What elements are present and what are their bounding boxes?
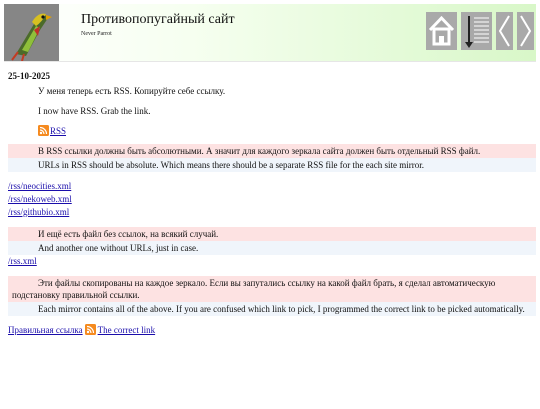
note3-en: Each mirror contains all of the above. If you are confused which link to pick, I programmed the correct link to be picked automatically. [8,302,536,316]
correct-link-en[interactable]: The correct link [97,324,156,335]
intro-ru: У меня теперь есть RSS. Копируйте себе ссылку. [38,86,226,96]
site-title: Противопопугайный сайт [81,12,235,27]
home-icon[interactable] [426,12,457,50]
feed-link-nekoweb[interactable]: /rss/nekoweb.xml [8,194,72,204]
plain-feed-link[interactable]: /rss.xml [8,256,37,266]
parrot-logo[interactable] [4,4,59,61]
note1-ru: В RSS ссылки должны быть абсолютными. А значит для каждого зеркала сайта должен быть отдельный RSS файл. [8,144,536,158]
post-content [0,71,540,335]
rss-link-row [38,125,532,136]
feed-link-neocities[interactable]: /rss/neocities.xml [8,181,72,191]
nav-bar [426,12,534,52]
correct-link-row [8,324,532,335]
post-date: 25-10-2025 [8,71,50,81]
rss-link[interactable]: RSS [50,125,67,136]
chevron-right-icon[interactable] [517,12,534,50]
note1-en: URLs in RSS should be absolute. Which means there should be a separate RSS file for the each site mirror. [8,158,536,172]
note3-ru: Эти файлы скопированы на каждое зеркало. Если вы запутались ссылку на какой файл брать, я сделал автоматическую подстановку правильной ссылки. [8,276,536,302]
note2-en: And another one without URLs, just in case. [8,241,536,255]
correct-link-ru[interactable]: Правильная ссылка [8,324,83,335]
note2-ru: И ещё есть файл без ссылок, на всякий случай. [8,227,536,241]
intro-en: I now have RSS. Grab the link. [38,106,151,116]
rss-icon[interactable] [85,324,96,335]
site-subtitle: Never Parrot [81,31,112,37]
page-down-icon[interactable] [461,12,492,50]
site-header [4,4,536,62]
feed-link-githubio[interactable]: /rss/githubio.xml [8,207,70,217]
feed-links [8,180,532,219]
rss-icon[interactable] [38,125,49,136]
chevron-left-icon[interactable] [496,12,513,50]
